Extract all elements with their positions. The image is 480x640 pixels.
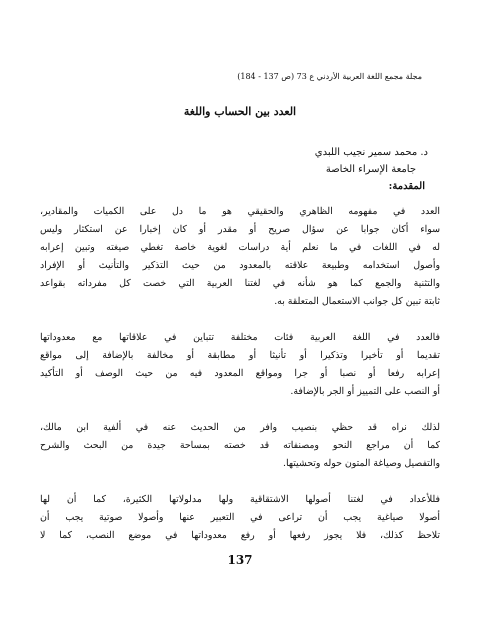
text-line: والتثنية والجمع كما هو شأنه في لغتنا العربية التي خصت كل مفرداته بقواعد (40, 278, 440, 289)
text-line: أو النصب على التمييز أو الجر بالإضافة. (290, 386, 440, 397)
text-line: إعرابه رفعا أو نصبا أو جرا ومواقع المعدود فيه من حيث الوصف أو التأكيد (40, 368, 440, 379)
text-line: والتفصيل وصياغة المتون حوله وتحشيتها. (283, 458, 440, 469)
text-line: أصولا صياغية يجب أن تراعى في التعبير عنها وأصولا صوتية يجب أن (40, 512, 440, 523)
text-line: تقديما أو تأخيرا وتذكيرا أو تأنيثا أو مطابقة أو مخالفة بالإضافة إلى مواقع (40, 350, 440, 361)
text-line: فالعدد في اللغة العربية فئات مختلفة تتباين في علاقاتها مع معدوداتها (40, 332, 440, 343)
paragraph-introduction (40, 203, 440, 311)
body-text (40, 203, 440, 545)
article-title: العدد بين الحساب واللغة (183, 105, 297, 118)
paragraph-number-categories (40, 329, 440, 401)
text-line: فللأعداد في لغتنا أصولها الاشتقاقية ولها مدلولاتها الكثيرة، كما أن لها (40, 494, 440, 505)
paragraph-grammar-references (40, 419, 440, 473)
text-line: تلاحظ كذلك، فلا يجوز رفعها أو رفع معدوداتها في موضع النصب، كما لا (40, 530, 440, 541)
text-line: ثابتة تبين كل جوانب الاستعمال المتعلقة به. (274, 296, 440, 307)
section-heading: المقدمة: (388, 181, 425, 192)
text-line: له في اللغات في ما نعلم أية دراسات لغوية خاصة تغطي صيغته وتبين إعرابه (40, 242, 440, 253)
text-line: وأصول استخدامه وطبيعة علاقته بالمعدود من حيث التذكير والتأنيث أو الإفراد (40, 260, 440, 271)
paragraph-number-roots (40, 491, 440, 545)
text-line: سواء أكان جوابا عن سؤال صريح أو مقدر أو كان إخبارا عن استكثار وليس (40, 224, 440, 235)
text-line: كما أن مراجع النحو ومصنفاته قد خصته بمساحة جيدة من البحث والشرح (40, 440, 440, 451)
page-number: 137 (227, 553, 253, 567)
text-line: لذلك نراه قد حظي بنصيب وافر من الحديث عنه في ألفية ابن مالك، (40, 422, 440, 433)
author-name: د. محمد سمير نجيب اللبدي (314, 147, 428, 158)
journal-header: مجلة مجمع اللغة العربية الأردني ع 73 (ص 137 - 184) (237, 72, 422, 81)
text-line: العدد في مفهومه الظاهري والحقيقي هو ما دل على الكميات والمقادير، (40, 206, 440, 217)
author-affiliation: جامعة الإسراء الخاصة (325, 164, 416, 175)
